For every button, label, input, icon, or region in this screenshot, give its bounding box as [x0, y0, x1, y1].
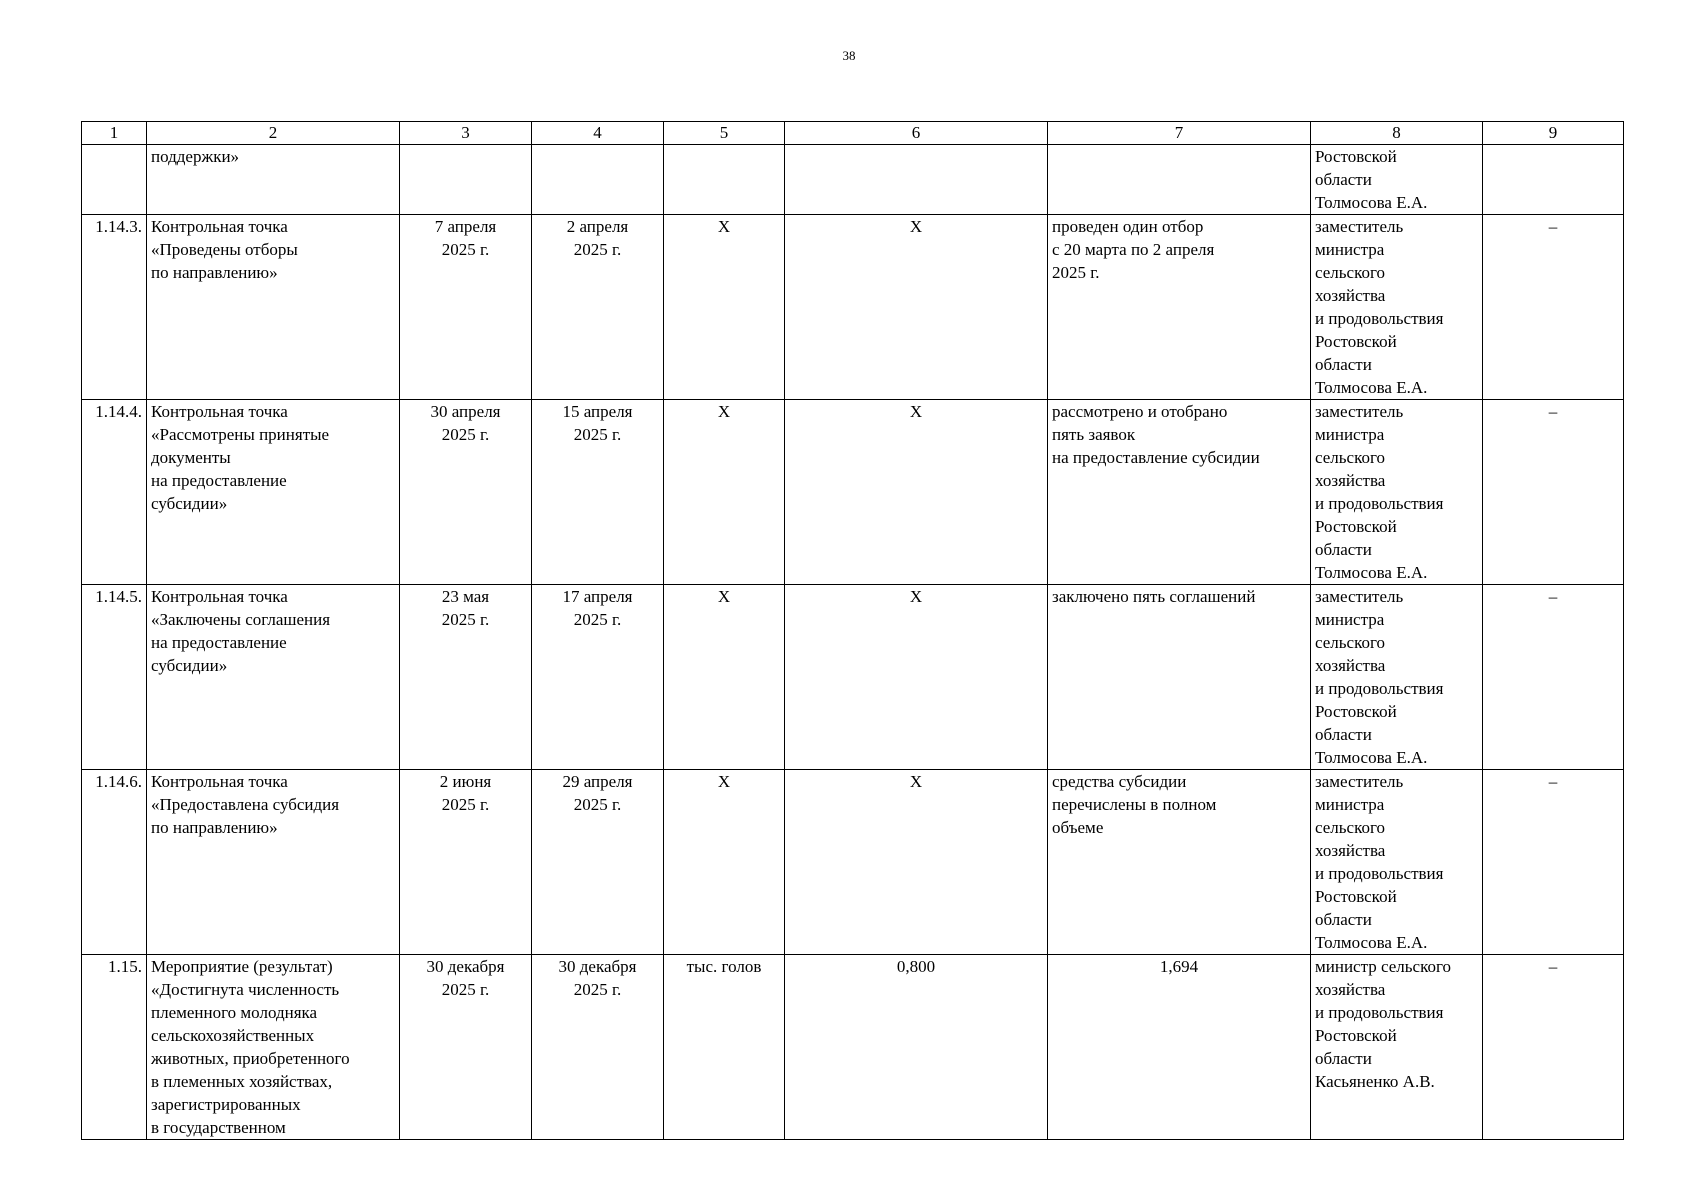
column-header-7: 7	[1048, 122, 1311, 145]
planned-date: 30 декабря 2025 г.	[400, 955, 532, 1140]
actual-date: 17 апреля 2025 г.	[532, 585, 664, 770]
actual-result: рассмотрено и отобрано пять заявок на предоставление субсидии	[1048, 400, 1311, 585]
column-header-2: 2	[147, 122, 400, 145]
responsible-person: заместитель министра сельского хозяйства и продовольствия Ростовской области Толмосова Е.А.	[1311, 215, 1483, 400]
planned-value: Х	[785, 585, 1048, 770]
actual-result: проведен один отбор с 20 марта по 2 апреля 2025 г.	[1048, 215, 1311, 400]
responsible-person: заместитель министра сельского хозяйства и продовольствия Ростовской области Толмосова Е.А.	[1311, 400, 1483, 585]
actual-date: 2 апреля 2025 г.	[532, 215, 664, 400]
unit: Х	[664, 770, 785, 955]
event-name: Контрольная точка «Рассмотрены принятые документы на предоставление субсидии»	[147, 400, 400, 585]
planned-date: 30 апреля 2025 г.	[400, 400, 532, 585]
actual-result	[1048, 145, 1311, 215]
unit	[664, 145, 785, 215]
notes: –	[1483, 400, 1624, 585]
column-header-6: 6	[785, 122, 1048, 145]
planned-value: 0,800	[785, 955, 1048, 1140]
table-row	[82, 770, 1624, 955]
column-header-3: 3	[400, 122, 532, 145]
planned-value: Х	[785, 770, 1048, 955]
row-number	[82, 145, 147, 215]
planned-value: Х	[785, 400, 1048, 585]
planned-date: 23 мая 2025 г.	[400, 585, 532, 770]
planned-date: 7 апреля 2025 г.	[400, 215, 532, 400]
report-table	[81, 121, 1624, 1140]
table-row	[82, 585, 1624, 770]
actual-date: 30 декабря 2025 г.	[532, 955, 664, 1140]
event-name: Контрольная точка «Предоставлена субсидия по направлению»	[147, 770, 400, 955]
event-name: Контрольная точка «Проведены отборы по направлению»	[147, 215, 400, 400]
event-name: поддержки»	[147, 145, 400, 215]
unit: тыс. голов	[664, 955, 785, 1140]
header-row	[82, 122, 1624, 145]
actual-result: 1,694	[1048, 955, 1311, 1140]
planned-date	[400, 145, 532, 215]
column-header-1: 1	[82, 122, 147, 145]
column-header-8: 8	[1311, 122, 1483, 145]
row-number: 1.14.3.	[82, 215, 147, 400]
row-number: 1.14.4.	[82, 400, 147, 585]
actual-result: заключено пять соглашений	[1048, 585, 1311, 770]
page-number: 38	[842, 48, 856, 63]
responsible-person: заместитель министра сельского хозяйства и продовольствия Ростовской области Толмосова Е.А.	[1311, 770, 1483, 955]
event-name: Мероприятие (результат) «Достигнута численность племенного молодняка сельскохозяйственных животных, приобретенного в племенных хозяйствах, зарегистрированных в государственном	[147, 955, 400, 1140]
notes: –	[1483, 955, 1624, 1140]
unit: Х	[664, 215, 785, 400]
notes: –	[1483, 770, 1624, 955]
column-header-4: 4	[532, 122, 664, 145]
responsible-person: Ростовской области Толмосова Е.А.	[1311, 145, 1483, 215]
unit: Х	[664, 585, 785, 770]
planned-value	[785, 145, 1048, 215]
planned-date: 2 июня 2025 г.	[400, 770, 532, 955]
actual-result: средства субсидии перечислены в полном объеме	[1048, 770, 1311, 955]
row-number: 1.15.	[82, 955, 147, 1140]
notes	[1483, 145, 1624, 215]
notes: –	[1483, 215, 1624, 400]
actual-date	[532, 145, 664, 215]
unit: Х	[664, 400, 785, 585]
table-row	[82, 955, 1624, 1140]
column-header-5: 5	[664, 122, 785, 145]
actual-date: 29 апреля 2025 г.	[532, 770, 664, 955]
table-row	[82, 215, 1624, 400]
table-row	[82, 145, 1624, 215]
event-name: Контрольная точка «Заключены соглашения на предоставление субсидии»	[147, 585, 400, 770]
responsible-person: министр сельского хозяйства и продовольствия Ростовской области Касьяненко А.В.	[1311, 955, 1483, 1140]
row-number: 1.14.6.	[82, 770, 147, 955]
planned-value: Х	[785, 215, 1048, 400]
column-header-9: 9	[1483, 122, 1624, 145]
table-row	[82, 400, 1624, 585]
row-number: 1.14.5.	[82, 585, 147, 770]
notes: –	[1483, 585, 1624, 770]
actual-date: 15 апреля 2025 г.	[532, 400, 664, 585]
responsible-person: заместитель министра сельского хозяйства и продовольствия Ростовской области Толмосова Е.А.	[1311, 585, 1483, 770]
